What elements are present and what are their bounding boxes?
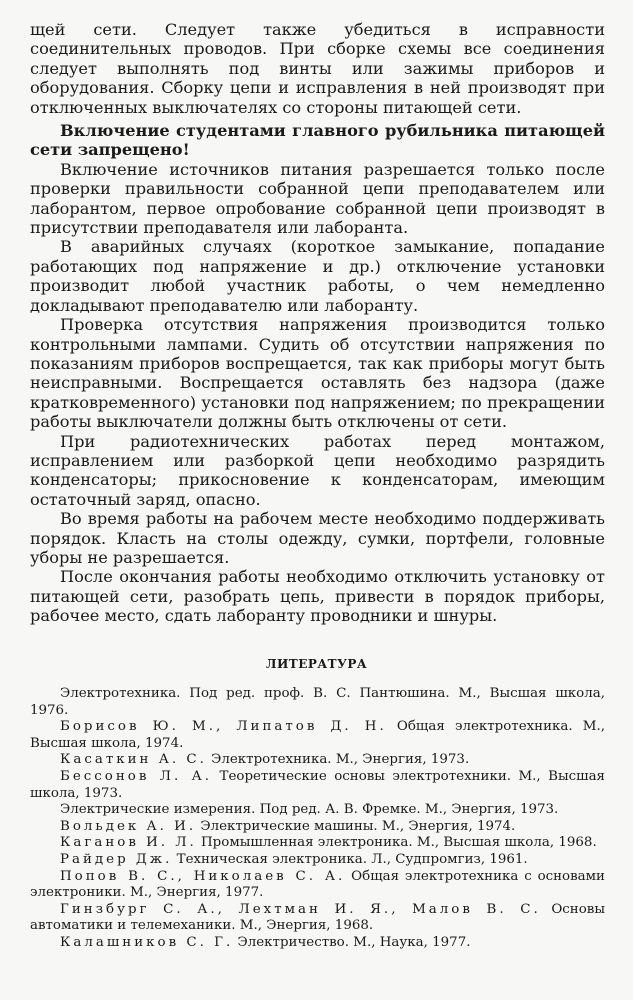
references-list bbox=[30, 686, 606, 952]
reference-text: Общая электротехника с основами электроники. М., Энергия, 1977. bbox=[30, 868, 605, 901]
reference-item bbox=[30, 719, 605, 752]
paragraph-power-on: Включение источников питания разрешается только после проверки правильности собранной цепи преподавателем или лаборантом, первое опробование собранной цепи производят в присутствии преподавателя или лаборанта. bbox=[30, 159, 605, 238]
reference-text: Электрические машины. М., Энергия, 1974. bbox=[196, 818, 516, 834]
reference-item bbox=[30, 769, 605, 802]
reference-item bbox=[30, 686, 605, 719]
reference-text: Теоретические основы электротехники. М., Высшая школа, 1973. bbox=[30, 768, 606, 801]
literature-heading: ЛИТЕРАТУРА bbox=[265, 657, 368, 671]
reference-item bbox=[30, 869, 605, 902]
reference-item bbox=[30, 802, 605, 819]
reference-item bbox=[30, 935, 605, 952]
reference-author: Бессонов Л. А. bbox=[60, 768, 213, 784]
reference-text: Электротехника. Под ред. проф. В. С. Пантюшина. М., Высшая школа, 1976. bbox=[30, 686, 605, 718]
reference-text: Промышленная электроника. М., Высшая школа, 1968. bbox=[196, 835, 597, 851]
paragraph-after-work: После окончания работы необходимо отключить установку от питающей сети, разобрать цепь, привести в порядок приборы, рабочее место, сдать лаборанту проводники и шнуры. bbox=[30, 567, 605, 626]
reference-author: Борисов Ю. М., Липатов Д. Н. bbox=[60, 719, 387, 735]
reference-text: Общая электротехника. М., Высшая школа, 1974. bbox=[30, 719, 605, 751]
reference-item bbox=[30, 902, 605, 935]
reference-text: Электротехника. М., Энергия, 1973. bbox=[206, 752, 470, 768]
safety-warning: Включение студентами главного рубильника питающей сети запрещено! bbox=[30, 121, 605, 160]
reference-author: Касаткин А. С. bbox=[60, 752, 207, 768]
reference-item bbox=[30, 819, 605, 836]
paragraph-order: Во время работы на рабочем месте необходимо поддерживать порядок. Класть на столы одежду, сумки, портфели, головные уборы не разрешается. bbox=[30, 509, 605, 567]
paragraph-voltage-check: Проверка отсутствия напряжения производится только контрольными лампами. Судить об отсутствии напряжения по показаниям приборов воспрещается, так как приборы могут быть неисправными. Воспрещается оставлять без надзора (даже кратковременного) установки под напряжением; по прекращении работы выключатели должны быть отключены от сети. bbox=[30, 315, 605, 432]
reference-text: Техническая электроника. Л., Судпромгиз, 1961. bbox=[172, 851, 528, 867]
reference-author: Калашников С. Г. bbox=[60, 934, 234, 950]
reference-item bbox=[30, 852, 605, 869]
reference-author: Попов В. С., Николаев С. А. bbox=[60, 868, 346, 884]
reference-author: Гинзбург С. А., Лехтман И. Я., Малов В. С. bbox=[60, 901, 541, 917]
reference-text: Основы автоматики и телемеханики. М., Энергия, 1968. bbox=[30, 901, 605, 934]
reference-author: Райдер Дж. bbox=[60, 851, 173, 867]
paragraph-radio-work: При радиотехнических работах перед монтажом, исправлением или разборкой цепи необходимо разрядить конденсаторы; прикосновение к конденсаторам, имеющим остаточный заряд, опасно. bbox=[30, 431, 605, 509]
reference-text: Электричество. М., Наука, 1977. bbox=[233, 934, 471, 950]
reference-author: Вольдек А. И. bbox=[60, 818, 197, 834]
reference-item bbox=[30, 835, 605, 852]
paragraph-intro: щей сети. Следует также убедиться в исправности соединительных проводов. При сборке схемы все соединения следует выполнять под винты или зажимы приборов и оборудования. Сборку цепи и исправления в ней производят при отключенных выключателях со стороны питающей сети. bbox=[30, 20, 605, 117]
reference-author: Каганов И. Л. bbox=[60, 835, 197, 851]
reference-text: Электрические измерения. Под ред. А. В. Фремке. М., Энергия, 1973. bbox=[60, 802, 559, 818]
reference-item bbox=[30, 752, 605, 769]
paragraph-emergency: В аварийных случаях (короткое замыкание, попадание работающих под напряжение и др.) отключение установки производит любой участник работы, о чем немедленно докладывают преподавателю или лаборанту. bbox=[30, 237, 605, 315]
